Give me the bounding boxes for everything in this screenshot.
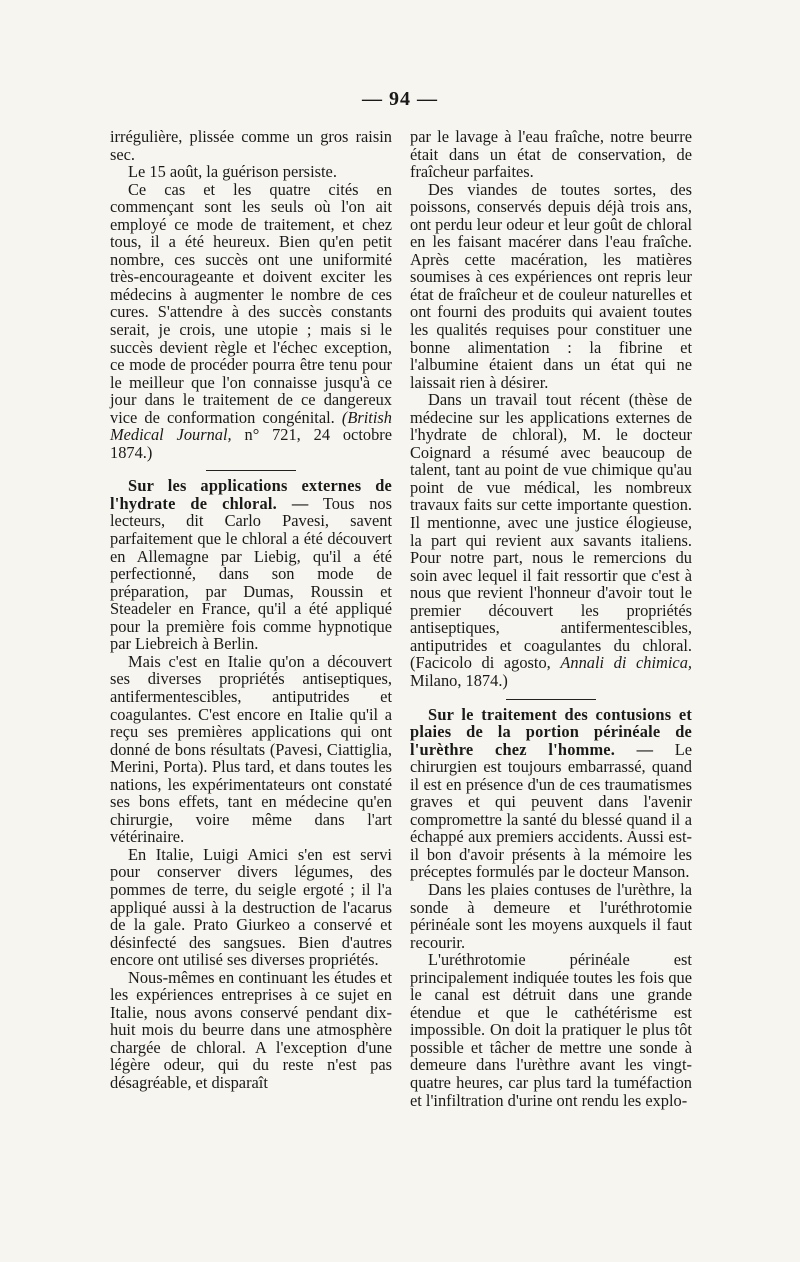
paragraph-text: Le chirurgien est toujours embarrassé, quand il est en présence d'un de ces traumatismes graves et qui peuvent dans l'avenir compromettre la santé du blessé quand il a échappé aux premiers accidents. Aussi est-il bon d'avoir présents à la mémoire les préceptes formulés par le docteur Manson. (410, 739, 692, 882)
citation-journal: (British Medical Journal, (110, 407, 392, 445)
section-paragraph (410, 706, 692, 881)
paragraph: par le lavage à l'eau fraîche, notre beurre était dans un état de conservation, de fraîcheur parfaites. (410, 127, 692, 182)
section-heading: Sur le traitement des contusions et plaies de la portion périnéale de l'urèthre chez l'homme. — (410, 704, 692, 759)
citation-detail: n° 721, 24 octobre 1874.) (110, 425, 393, 462)
paragraph (110, 181, 392, 462)
paragraph: irrégulière, plissée comme un gros raisin sec. (110, 127, 392, 164)
paragraph (410, 391, 692, 689)
paragraph: Dans les plaies contuses de l'urèthre, la sonde à demeure et l'uréthrotomie périnéale sont les moyens auxquels il faut recourir. (410, 879, 692, 952)
paragraph-text: Ce cas et les quatre cités en commençant sont les seuls où l'on ait employé ce mode de traitement, et chez tous, il a été heureux. Bien qu'en petit nombre, ces succès ont une uniformité très-encourageante et doivent exciter les médecins à augmenter le nombre de ces cures. S'attendre à des succès constants serait, je crois, une utopie ; mais si le succès devient règle et l'échec exception, ce mode de procéder pourra être tenu pour le meilleur que l'on connaisse jusqu'à ce jour dans le traitement de ce dangereux vice de conformation congénital. (110, 179, 392, 427)
paragraph: Le 15 août, la guérison persiste. (128, 162, 337, 182)
paragraph: En Italie, Luigi Amici s'en est servi pour conserver divers légumes, des pommes de terre, du seigle ergoté ; il l'a appliqué aussi à la destruction de l'acarus de la gale. Prato Giurkeo a conservé et désinfecté des sangsues. Bien d'autres encore ont utilisé ses diverses propriétés. (110, 844, 392, 970)
paragraph-text: Dans un travail tout récent (thèse de médecine sur les applications externes de l'hydrate de chloral), M. le docteur Coignard a résumé avec beaucoup de talent, tant au point de vue chimique qu'au point de vue médical, les nombreux travaux faits sur cette importante question. Il mentionne, avec une justice élogieuse, la part qui revient aux savants italiens. Pour notre part, nous le remercions du soin avec lequel il fait ressortir que c'est à nous que revient l'honneur d'avoir tout le premier découvert les propriétés antiseptiques, antifermentescibles, antiputrides et coagulantes du chloral. (Facicolo di agosto, (410, 390, 692, 673)
paragraph: L'uréthrotomie périnéale est principalement indiquée toutes les fois que le canal est détruit dans une grande étendue et que le cathétérisme est impossible. On doit la pratiquer le plus tôt possible et tâcher de mettre une sonde à demeure dans l'urèthre avant les vingt-quatre heures, car plus tard la tuméfaction et l'infiltration d'urine ont rendu les explo- (410, 950, 692, 1110)
paragraph: Des viandes de toutes sortes, des poissons, conservés depuis déjà trois ans, ont perdu leur odeur et leur goût de chloral en les faisant macérer dans l'eau fraîche. Après cette macération, les matières soumises à ces expériences ont repris leur état de fraîcheur et de couleur naturelles et ont fourni des produits qui avaient toutes les qualités requises pour constituer une bonne alimentation : la fibrine et l'albumine étaient dans un état qui ne laissait rien à désirer. (410, 179, 692, 392)
paragraph: Nous-mêmes en continuant les études et les expériences entreprises à ce sujet en Italie, nous avons conservé pendant dix-huit mois du beurre dans une atmosphère chargée de chloral. A l'exception d'une légère odeur, qui du reste n'est pas désagréable, et disparaît (110, 967, 392, 1092)
section-heading: Sur les applications externes de l'hydrate de chloral. — (110, 476, 392, 513)
left-column (110, 128, 392, 1092)
section-divider (206, 470, 296, 471)
citation-detail: Milano, 1874.) (410, 670, 508, 690)
paragraph-text: Tous nos lecteurs, dit Carlo Pavesi, savent parfaitement que le chloral a été découvert en Allemagne par Liebig, qu'il a été perfectionné, dans son mode de préparation, par Dumas, Roussin et Steadeler en France, qu'il a été appliqué pour la première fois comme hypnotique par Liebreich à Berlin. (110, 493, 392, 654)
paragraph: Mais c'est en Italie qu'on a découvert ses diverses propriétés antiseptiques, antifermentescibles, antiputrides et coagulantes. C'est encore en Italie qu'il a reçu ses premières applications qui ont donné de bons résultats (Pavesi, Ciattiglia, Merini, Porta). Plus tard, et dans toutes les nations, les expérimentateurs ont constaté ses bons effets, tant en médecine qu'en chirurgie, voire même dans l'art vétérinaire. (110, 651, 392, 847)
section-paragraph (110, 477, 392, 652)
citation-journal: Annali di chimica, (560, 653, 692, 673)
section-divider (506, 699, 596, 700)
page-number: — 94 — (362, 88, 438, 110)
right-column (410, 128, 692, 1109)
